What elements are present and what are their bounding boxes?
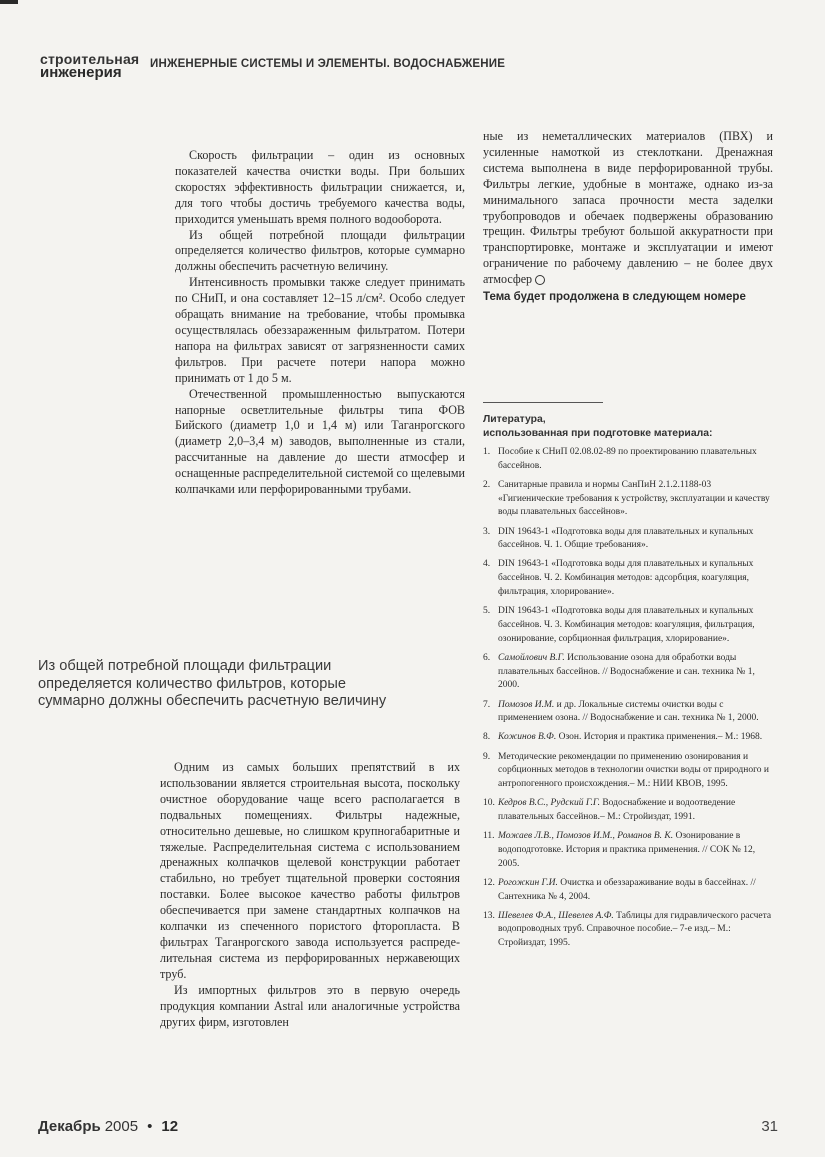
- reference-item: [483, 446, 773, 474]
- magazine-logo: [40, 52, 140, 80]
- paragraph: Из импортных фильтров это в первую очередь продукция компании Astral или аналогичные устройства других фирм, изготовлен: [160, 982, 460, 1029]
- reference-number: 2.: [483, 479, 491, 490]
- reference-text: DIN 19643-1 «Подготовка воды для плавательных и купальных бассейнов. Ч. 1. Общие требования».: [498, 526, 754, 551]
- reference-item: [483, 910, 773, 951]
- reference-item: [483, 558, 773, 599]
- paragraph: Отечественной промышленностью выпускаются напорные осветлительные фильтры типа ФОВ Бийского (диаметр 1,0 и 1,4 м) или Таганрогского (диаметр 2,0–3,4 м) заводов, выполненные из стали, рассчитанные на давление до шести атмосфер и оснащенные распределительной системой со щелевыми колпачками или перфорированными трубами.: [175, 386, 465, 497]
- logo-bottom-text: инженерия: [40, 64, 122, 81]
- reference-text: Озон. История и практика применения.– М.: 1968.: [556, 732, 763, 743]
- paragraph: Интенсивность промывки также следует принимать по СНиП, и она составляет 12–15 л/см². Особо следует обращать внимание на требование, чтобы промывка осуществлялась обеззараженным фильтратом. Потери напора на фильтрах зависят от загрязненности самих фильтров. При расчете потери напора можно принимать от 1 до 5 м.: [175, 275, 465, 385]
- reference-item: [483, 751, 773, 792]
- reference-item: [483, 699, 773, 727]
- reference-number: 5.: [483, 606, 491, 617]
- end-of-article-icon: [535, 275, 545, 285]
- reference-text: Очистка и обеззараживание воды в бассейнах. // Сантехника № 4, 2004.: [498, 877, 756, 902]
- article-column-1: [175, 148, 465, 498]
- reference-number: 4.: [483, 559, 491, 570]
- reference-number: 1.: [483, 447, 491, 457]
- reference-number: 10.: [483, 798, 495, 809]
- reference-number: 6.: [483, 652, 491, 663]
- reference-number: 8.: [483, 732, 491, 743]
- literature-heading: [483, 413, 783, 441]
- reference-number: 13.: [483, 910, 495, 921]
- reference-item: [483, 877, 773, 905]
- continued-note: Тема будет продолжена в следующем номере: [483, 291, 746, 304]
- page-header: [40, 52, 800, 92]
- footer-year: 2005: [104, 1118, 139, 1135]
- reference-text: Водоснабжение и водоотведение плавательных бассейнов.– М.: Стройиздат, 1991.: [498, 798, 736, 822]
- literature-divider: [483, 402, 603, 403]
- reference-item: [483, 605, 773, 646]
- reference-text: DIN 19643-1 «Подготовка воды для плавательных и купальных бассейнов. Ч. 2. Комбинация методов: адсорбция, коагуляция, фильтрация, хлорирование».: [498, 559, 754, 598]
- reference-item: [483, 479, 773, 520]
- reference-text: Озонирование в водоподготовке. История и практика применения. // СОК № 12, 2005.: [498, 831, 756, 869]
- reference-text: и др. Локальные системы очистки воды с применением озона. // Водоснабжение и сан. техника № 1, 2000.: [498, 699, 759, 724]
- reference-item: [483, 830, 773, 871]
- footer-month: Декабрь: [38, 1118, 101, 1135]
- reference-number: 3.: [483, 526, 491, 537]
- page-number: 31: [761, 1118, 778, 1135]
- reference-text: Таблицы для гидравлического расчета водопроводных труб. Справочное пособие.– 7-е изд.– М.: Стройиздат, 1995.: [498, 910, 772, 949]
- paragraph: Скорость фильтрации – один из основных показателей качества очистки воды. При больших скоростях эффективность фильтрации снижается, и, для того чтобы достичь требуемого качества воды, приходится уменьшать время полного водооборота.: [175, 148, 465, 226]
- paragraph-text: ные из неметаллических материалов (ПВХ) и усиленные намоткой из стеклоткани. Дренажная система выполнена в виде перфорированной трубы. Фильтры легкие, удобные в монтаже, однако из-за минимального запаса прочности места заделки трубопроводов и обечаек подвержены образованию трещин. Фильтры требуют большой аккуратности при транспортировке, монтаже и эксплуатации и имеют ограничение по рабочему давлению – не более двух атмосфер: [483, 129, 773, 287]
- reference-text: Методические рекомендации по применению озонирования и сорбционных методов в технологии очистки воды от природного и антропогенного происхождения.– М.: НИИ КВОВ, 1995.: [498, 751, 769, 790]
- reference-author: Самойлович В.Г.: [498, 652, 565, 663]
- page-footer: [38, 1118, 788, 1142]
- reference-item: [483, 731, 773, 745]
- reference-text: Пособие к СНиП 02.08.02-89 по проектированию плавательных бассейнов.: [498, 447, 757, 471]
- corner-mark: [0, 0, 18, 4]
- reference-text: DIN 19643-1 «Подготовка воды для плавательных и купальных бассейнов. Ч. 3. Комбинация методов: коагуляция, фильтрация, озонирование, сорбционная фильтрация, хлорирование».: [498, 606, 755, 644]
- reference-item: [483, 526, 773, 554]
- reference-author: Помозов И.М.: [498, 699, 555, 710]
- section-title: ИНЖЕНЕРНЫЕ СИСТЕМЫ И ЭЛЕМЕНТЫ. ВОДОСНАБЖЕНИЕ: [150, 58, 506, 70]
- reference-item: [483, 652, 773, 693]
- literature-subtitle: использованная при подготовке материала:: [483, 428, 713, 439]
- reference-text: Санитарные правила и нормы СанПиН 2.1.2.1188-03 «Гигиенические требования к устройству, эксплуатации и качеству воды плавательных бассейнов».: [498, 479, 770, 518]
- footer-separator: •: [147, 1118, 153, 1135]
- literature-title: Литература,: [483, 414, 546, 425]
- reference-text: Использование озона для обработки воды плавательных бассейнов. // Водоснабжение и сан. техника № 1, 2000.: [498, 652, 755, 691]
- paragraph: Одним из самых больших препятствий в их использовании является строительная высота, поскольку очистное оборудование чаще всего располагается в подвальных помещениях. Фильтры надежные, относительно дешевые, но слишком крупногабаритные и тяжелые. Распределительная система с использованием дренажных колпачков щелевой конструкции работает стабильно, но требует тщательной проверки состояния поставки. Более высокое качество работы фильтров обеспечивается при замене стандартных колпачков на колпачки из спеченного пористого фторопласта. В фильтрах Таганрогского завода используется распределительная система из перфорированных нержавеющих труб.: [160, 760, 460, 981]
- reference-author: Кожинов В.Ф.: [498, 732, 557, 743]
- reference-author: Рогожкин Г.И.: [498, 877, 558, 888]
- footer-issue: 12: [161, 1118, 179, 1135]
- reference-number: 11.: [483, 831, 495, 842]
- reference-number: 9.: [483, 751, 491, 762]
- logo-top-text: строительная: [40, 51, 140, 67]
- reference-number: 12.: [483, 877, 495, 888]
- reference-author: Можаев Л.В., Помозов И.М., Романов В. К.: [498, 831, 674, 842]
- reference-list: [483, 446, 773, 956]
- pull-quote: Из общей потребной площади фильтрации определяется количество фильтров, которые суммарно должны обеспечить расчетную величину: [38, 658, 387, 710]
- reference-author: Кедров В.С., Рудский Г.Г.: [498, 798, 600, 809]
- reference-author: Шевелев Ф.А., Шевелев А.Ф.: [498, 910, 614, 921]
- reference-number: 7.: [483, 699, 491, 710]
- paragraph: Из общей потребной площади фильтрации определяется количество фильтров, которые суммарно должны обеспечить расчетную величину.: [175, 227, 465, 274]
- reference-item: [483, 797, 773, 825]
- paragraph: [483, 129, 773, 288]
- article-column-3: [160, 760, 460, 1030]
- article-column-2: [483, 129, 773, 305]
